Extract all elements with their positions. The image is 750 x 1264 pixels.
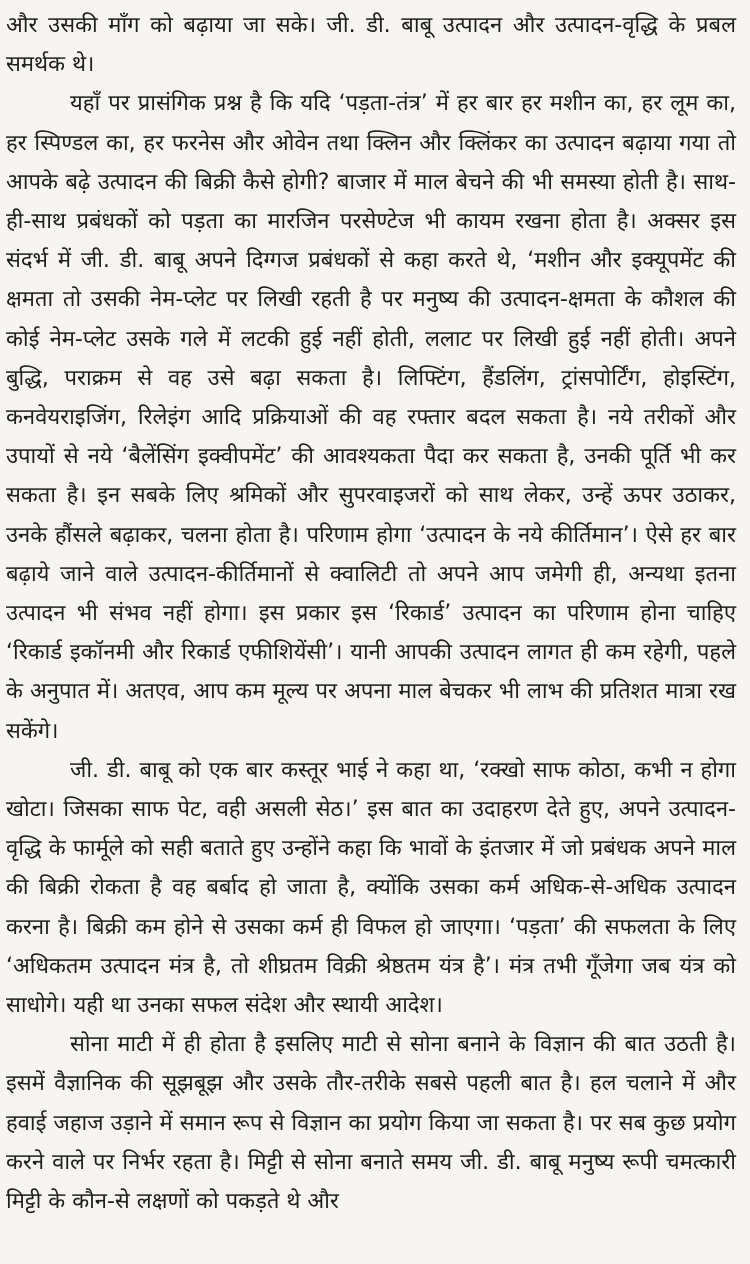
paragraph-2: यहाँ पर प्रासंगिक प्रश्न है कि यदि ‘पड़ता-तंत्र’ में हर बार हर मशीन का, हर लूम का, हर स्पिण्डल का, हर फरनेस और ओवेन तथा क्लिन और क्लिंकर का उत्पादन बढ़ाया गया तो आपके बढ़े उत्पादन की बिक्री कैसे होगी? बाजार में माल बेचने की भी समस्या होती है। साथ-ही-साथ प्रबंधकों को पड़ता का मारजिन परसेण्टेज भी कायम रखना होता है। अक्सर इस संदर्भ में जी. डी. बाबू अपने दिग्गज प्रबंधकों से कहा करते थे, ‘मशीन और इक्यूपमेंट की क्षमता तो उसकी नेम-प्लेट पर लिखी रहती है पर मनुष्य की उत्पादन-क्षमता के कौशल की कोई नेम-प्लेट उसके गले में लटकी हुई नहीं होती, ललाट पर लिखी हुई नहीं होती। अपने बुद्धि, पराक्रम से वह उसे बढ़ा सकता है। लिफ्टिंग, हैंडलिंग, ट्रांसपोर्टिंग, होइस्टिंग, कनवेयराइजिंग, रिलेइंग आदि प्रक्रियाओं की वह रफ्तार बदल सकता है। नये तरीकों और उपायों से नये ‘बैलेंसिंग इक्वीपमेंट’ की आवश्यकता पैदा कर सकता है, उनकी पूर्ति भी कर सकता है। इन सबके लिए श्रमिकों और सुपरवाइजरों को साथ लेकर, उन्हें ऊपर उठाकर, उनके हौंसले बढ़ाकर, चलना होता है। परिणाम होगा ‘उत्पादन के नये कीर्तिमान’। ऐसे हर बार बढ़ाये जाने वाले उत्पादन-कीर्तिमानों से क्वालिटी तो अपने आप जमेगी ही, अन्यथा इतना उत्पादन भी संभव नहीं होगा। इस प्रकार इस ‘रिकार्ड’ उत्पादन का परिणाम होना चाहिए ‘रिकार्ड इकॉनमी और रिकार्ड एफीशियेंसी’। यानी आपकी उत्पादन लागत ही कम रहेगी, पहले के अनुपात में। अतएव, आप कम मूल्य पर अपना माल बेचकर भी लाभ की प्रतिशत मात्रा रख सकेंगे। [6, 91, 736, 744]
paragraph-4: सोना माटी में ही होता है इसलिए माटी से सोना बनाने के विज्ञान की बात उठती है। इसमें वैज्ञानिक की सूझबूझ और उसके तौर-तरीके सबसे पहली बात है। हल चलाने में और हवाई जहाज उड़ाने में समान रूप से विज्ञान का प्रयोग किया जा सकता है। पर सब कुछ प्रयोग करने वाले पर निर्भर रहता है। मिट्टी से सोना बनाते समय जी. डी. बाबू मनुष्य रूपी चमत्कारी मिट्टी के कौन-से लक्षणों को पकड़ते थे और [6, 1032, 737, 1215]
paragraph-1: और उसकी माँग को बढ़ाया जा सके। जी. डी. बाबू उत्पादन और उत्पादन-वृद्धि के प्रबल समर्थक थे। [6, 13, 736, 78]
paragraph-3: जी. डी. बाबू को एक बार कस्तूर भाई ने कहा था, ‘रक्खो साफ कोठा, कभी न होगा खोटा। जिसका साफ पेट, वही असली सेठ।’ इस बात का उदाहरण देते हुए, अपने उत्पादन-वृद्धि के फार्मूले को सही बताते हुए उन्होंने कहा कि भावों के इंतजार में जो प्रबंधक अपने माल की बिक्री रोकता है वह बर्बाद हो जाता है, क्योंकि उसका कर्म अधिक-से-अधिक उत्पादन करना है। बिक्री कम होने से उसका कर्म ही विफल हो जाएगा। ‘पड़ता’ की सफलता के लिए ‘अधिकतम उत्पादन मंत्र है, तो शीघ्रतम विक्री श्रेष्ठतम यंत्र है’। मंत्र तभी गूँजेगा जब यंत्र को साधोगे। यही था उनका सफल संदेश और स्थायी आदेश। [6, 757, 736, 1019]
